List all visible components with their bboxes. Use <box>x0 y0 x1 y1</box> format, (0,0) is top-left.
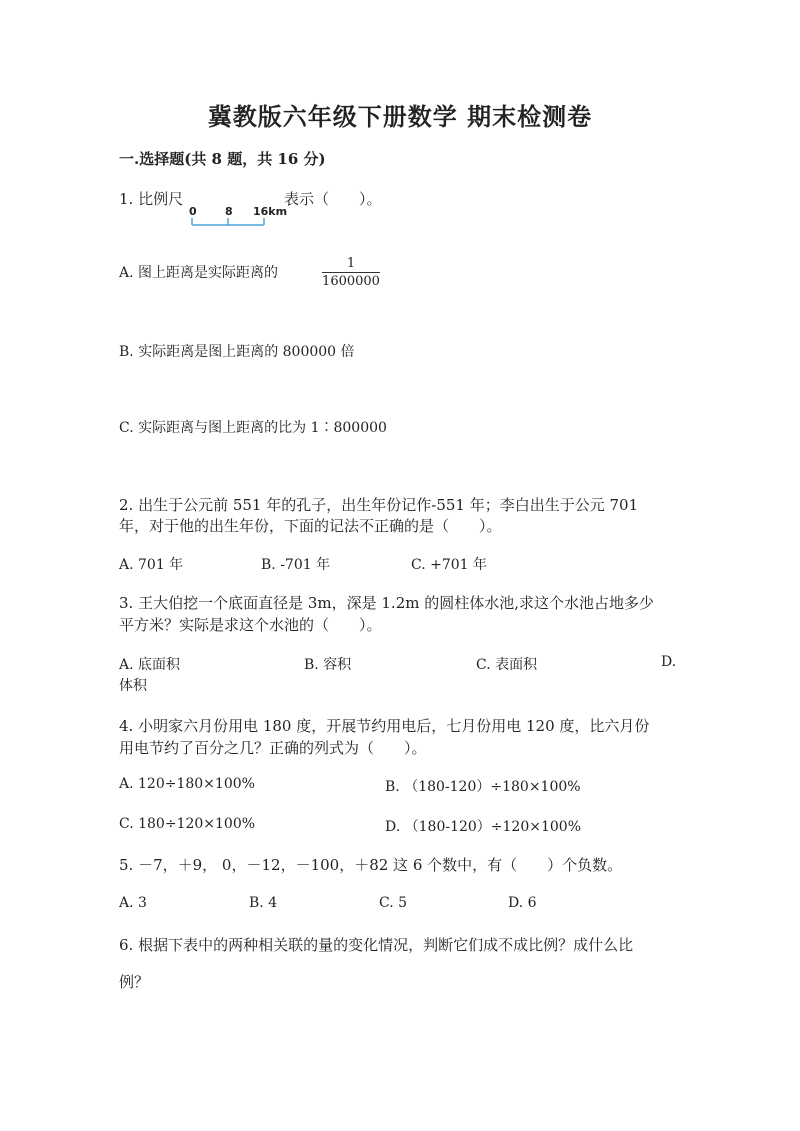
question-6-line-2: 例？ <box>119 973 150 991</box>
question-1-option-b: B. 实际距离是图上距离的 800000 倍 <box>119 344 355 360</box>
question-4-option-c: C. 180÷120×100% <box>119 816 256 832</box>
fraction <box>322 256 380 289</box>
question-1-option-a: A. 图上距离是实际距离的 <box>119 265 279 281</box>
scale-bar-figure <box>189 203 288 229</box>
fraction-denominator: 1600000 <box>322 274 380 289</box>
question-4-line-1: 4. 小明家六月份用电 180 度，开展节约用电后，七月份用电 120 度，比六月份 <box>119 717 650 735</box>
fraction-bar <box>322 272 380 273</box>
scale-tick-0: 0 <box>189 205 197 218</box>
question-2-option-a: A. 701 年 <box>119 557 184 573</box>
question-4-option-d: D. （180-120）÷120×100% <box>385 819 582 835</box>
question-3-option-c: C. 表面积 <box>476 657 538 673</box>
question-3-option-d-text: 体积 <box>119 678 147 694</box>
question-3-option-b: B. 容积 <box>304 657 352 673</box>
question-3-line-2: 平方米？实际是求这个水池的（ ）。 <box>119 616 382 634</box>
question-3-line-1: 3. 王大伯挖一个底面直径是 3m，深是 1.2m 的圆柱体水池,求这个水池占地多少 <box>119 594 655 612</box>
scale-tick-16km: 16km <box>253 205 288 218</box>
question-2-line-1: 2. 出生于公元前 551 年的孔子，出生年份记作-551 年；李白出生于公元 701 <box>119 496 639 514</box>
question-5-option-d: D. 6 <box>508 895 537 911</box>
question-4-option-b: B. （180-120）÷180×100% <box>385 779 581 795</box>
question-2-option-b: B. -701 年 <box>261 557 331 573</box>
scale-tick-8: 8 <box>225 205 233 218</box>
question-6-line-1: 6. 根据下表中的两种相关联的量的变化情况，判断它们成不成比例？成什么比 <box>119 936 634 954</box>
question-4-option-a: A. 120÷180×100% <box>119 776 255 792</box>
section-heading-choice: 一.选择题(共 8 题，共 16 分) <box>119 150 326 168</box>
question-3-option-a: A. 底面积 <box>119 657 181 673</box>
question-5-line-1: 5. －7，＋9， 0，－12，－100，＋82 这 6 个数中，有（ ）个负数。 <box>119 856 623 874</box>
question-5-option-c: C. 5 <box>379 895 408 911</box>
fraction-numerator: 1 <box>346 256 356 271</box>
question-1-option-c: C. 实际距离与图上距离的比为 1∶800000 <box>119 420 387 436</box>
page-title: 冀教版六年级下册数学 期末检测卷 <box>207 102 593 131</box>
question-5-option-b: B. 4 <box>249 895 278 911</box>
question-1-suffix: 表示（ ）。 <box>284 190 382 208</box>
question-5-option-a: A. 3 <box>119 895 147 911</box>
question-1-prefix: 1. 比例尺 <box>119 190 184 208</box>
question-4-line-2: 用电节约了百分之几？正确的列式为（ ）。 <box>119 739 427 757</box>
question-3-option-d-label: D. <box>661 654 677 670</box>
question-2-line-2: 年，对于他的出生年份，下面的记法不正确的是（ ）。 <box>119 517 502 535</box>
question-2-option-c: C. +701 年 <box>411 557 488 573</box>
